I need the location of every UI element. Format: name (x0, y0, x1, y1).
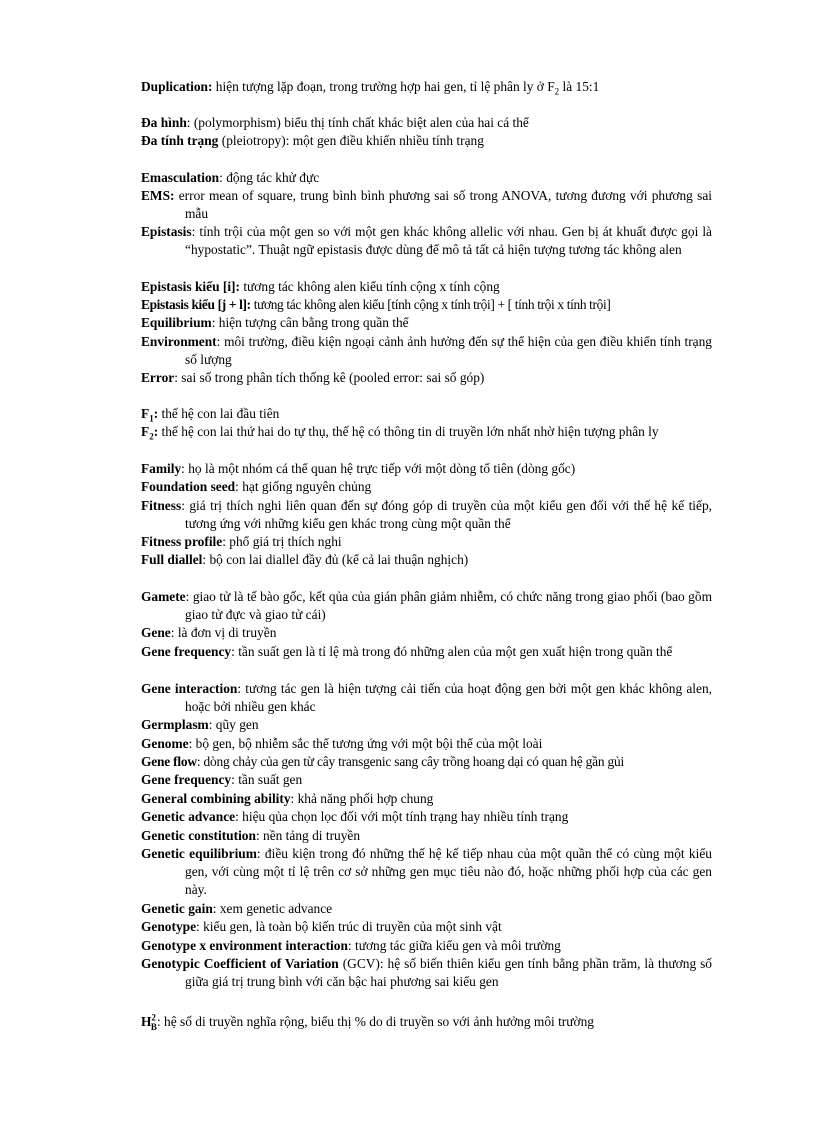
definition: : tính trội của một gen so với một gen khác không allelic với nhau. Gen bị át khuất được gọi là “hypostatic”. Thuật ngữ epistasis được dùng để mô tả tất cả hiện tượng tương tác không alen (185, 224, 712, 258)
term: Gamete (141, 589, 186, 604)
term: Environment (141, 334, 217, 349)
entry-genetic-gain (141, 900, 712, 918)
entry-epistasis-i (141, 278, 712, 296)
definition: : tương tác gen là hiện tượng cải tiến của hoạt động gen bởi một gen khác không alen, hoặc bởi nhiều gen khác (185, 681, 712, 715)
entry-fitness-profile (141, 533, 712, 551)
entry-genetic-advance (141, 808, 712, 826)
entry-family (141, 460, 712, 478)
term: Error (141, 370, 175, 385)
definition: : tần suất gen (231, 772, 303, 787)
entry-fitness (141, 497, 712, 533)
term: Genetic advance (141, 809, 236, 824)
term: Genetic gain (141, 901, 213, 916)
term: Family (141, 461, 182, 476)
term-subscript: 2 (149, 431, 154, 442)
term: Gene frequency (141, 644, 232, 659)
term: Genetic equilibrium (141, 846, 257, 861)
term (141, 424, 159, 442)
entry-epistasis (141, 223, 712, 259)
term: Genetic constitution (141, 828, 256, 843)
term (141, 1012, 157, 1032)
definition: : khả năng phối hợp chung (290, 791, 434, 806)
definition: (pleiotropy): một gen điều khiển nhiều tính trạng (218, 133, 484, 148)
definition: tương tác không alen kiểu tính cộng x tính cộng (239, 279, 500, 294)
entry-error (141, 369, 712, 387)
definition-tail: là 15:1 (559, 79, 600, 94)
definition: : dòng chảy của gen từ cây transgenic sang cây trồng hoang dại có quan hệ gần gủi (196, 754, 625, 769)
term-letter: H (141, 1014, 152, 1029)
definition: : là đơn vị di truyền (170, 625, 277, 640)
term-subscript: B (150, 1021, 157, 1032)
definition: tương tác không alen kiểu [tính cộng x tính trội] + [ tính trội x tính trội] (250, 297, 611, 312)
term-subscript: 1 (149, 413, 154, 424)
term: Epistasis kiểu [i]: (141, 279, 240, 294)
term: Genotypic Coefficient of Variation (141, 956, 339, 971)
entry-genotype-x-environment (141, 937, 712, 955)
entry-gene (141, 624, 712, 642)
term: Gene (141, 625, 171, 640)
term: Genotype (141, 919, 197, 934)
definition: : môi trường, điều kiện ngoại cảnh ảnh hưởng đến sự thể hiện của gen điều khiển tính trạng số lượng (185, 334, 712, 368)
definition: : nền tảng di truyền (255, 828, 361, 843)
entry-f1 (141, 405, 712, 423)
subscript: 2 (554, 86, 560, 97)
entry-polymorphism (141, 114, 712, 132)
definition: : họ là một nhóm cá thể quan hệ trực tiếp với một dòng tổ tiên (dòng gốc) (181, 461, 576, 476)
definition: thế hệ con lai đầu tiên (158, 406, 280, 421)
term: Germplasm (141, 717, 209, 732)
term: Gene flow (141, 754, 197, 769)
term: EMS: (141, 188, 175, 203)
term: Genome (141, 736, 189, 751)
term (141, 406, 159, 424)
definition: : bộ con lai diallel đầy đủ (kể cả lai thuận nghịch) (202, 552, 469, 567)
definition: : sai số trong phân tích thống kê (pooled error: sai số góp) (174, 370, 485, 385)
entry-pleiotropy (141, 132, 712, 150)
term-letter: F (141, 424, 150, 439)
definition: hiện tượng lặp đoạn, trong trường hợp hai gen, tỉ lệ phân ly ở F (212, 79, 555, 94)
definition: : hệ số di truyền nghĩa rộng, biểu thị % do di truyền so với ảnh hưởng môi trường (156, 1014, 594, 1029)
definition: : tương tác giữa kiểu gen và môi trường (347, 938, 561, 953)
entry-duplication (141, 78, 712, 96)
term: Gene frequency (141, 772, 232, 787)
entry-gcv (141, 955, 712, 991)
term: Genotype x environment interaction (141, 938, 348, 953)
term: Emasculation (141, 170, 220, 185)
entry-gene-flow (141, 753, 712, 771)
term: Duplication: (141, 79, 213, 94)
term: Fitness profile (141, 534, 223, 549)
term: Đa hình (141, 115, 187, 130)
definition: : hạt giống nguyên chủng (235, 479, 372, 494)
entry-gamete (141, 588, 712, 624)
entry-foundation-seed (141, 478, 712, 496)
entry-genome (141, 735, 712, 753)
definition: : hiện tượng cân bằng trong quần thể (211, 315, 409, 330)
term: Foundation seed (141, 479, 236, 494)
entry-equilibrium (141, 314, 712, 332)
entry-h2b (141, 1013, 712, 1031)
definition: : động tác khử đực (219, 170, 320, 185)
entry-genotype (141, 918, 712, 936)
definition: error mean of square, trung bình bình phương sai số trong ANOVA, tương đương với phương sai mẫu (174, 188, 712, 222)
term: Gene interaction (141, 681, 238, 696)
definition: : kiểu gen, là toàn bộ kiến trúc di truyền của một sinh vật (196, 919, 502, 934)
entry-gene-frequency (141, 643, 712, 661)
definition: : phổ giá trị thích nghi (222, 534, 342, 549)
definition: : qũy gen (208, 717, 259, 732)
entry-germplasm (141, 716, 712, 734)
term: Equilibrium (141, 315, 212, 330)
entry-f2 (141, 423, 712, 441)
definition: : bộ gen, bộ nhiễm sắc thể tương ứng với một bội thể của một loài (188, 736, 543, 751)
term: Epistasis kiểu [j + l]: (141, 297, 251, 312)
term: Epistasis (141, 224, 192, 239)
definition: : hiệu qủa chọn lọc đối với một tính trạng hay nhiều tính trạng (235, 809, 569, 824)
definition: (GCV): hệ số biến thiên kiểu gen tính bằng phần trăm, là thương số giữa giá trị trung bình với căn bậc hai phương sai kiểu gen (185, 956, 712, 990)
definition: : (polymorphism) biểu thị tính chất khác biệt alen của hai cá thể (186, 115, 529, 130)
term: Đa tính trạng (141, 133, 219, 148)
entry-ems (141, 187, 712, 223)
entry-full-diallel (141, 551, 712, 569)
entry-environment (141, 333, 712, 369)
term-colon: : (153, 406, 159, 421)
term-superscript: 2 (151, 1012, 156, 1023)
definition: : giao tử là tế bào gốc, kết qủa của gián phân giảm nhiễm, có chức năng trong giao phối (bao gồm giao tử đực và giao tử cái) (185, 589, 712, 623)
term: Fitness (141, 498, 182, 513)
term-colon: : (153, 424, 159, 439)
entry-gene-interaction (141, 680, 712, 716)
definition: : xem genetic advance (212, 901, 333, 916)
entry-genetic-constitution (141, 827, 712, 845)
term: Full diallel (141, 552, 203, 567)
term: General combining ability (141, 791, 291, 806)
definition: : tần suất gen là tỉ lệ mà trong đó những alen của một gen xuất hiện trong quần thể (231, 644, 673, 659)
entry-gene-frequency-short (141, 771, 712, 789)
definition: : điều kiện trong đó những thế hệ kế tiếp nhau của một quần thể có cùng một kiểu gen, với cùng một tỉ lệ trên cơ sở những gen mục tiêu nào đó, hoặc những phối hợp của các gen này. (185, 846, 712, 898)
definition: thế hệ con lai thứ hai do tự thụ, thế hệ có thông tin di truyền lớn nhất nhờ hiện tượng phân ly (158, 424, 659, 439)
entry-epistasis-jl (141, 296, 712, 314)
entry-general-combining-ability (141, 790, 712, 808)
entry-emasculation (141, 169, 712, 187)
entry-genetic-equilibrium (141, 845, 712, 900)
term-letter: F (141, 406, 150, 421)
definition: : giá trị thích nghi liên quan đến sự đóng góp di truyền của một kiểu gen đối với thế hệ kế tiếp, tương ứng với những kiểu gen khác trong cùng một quần thể (181, 498, 712, 532)
